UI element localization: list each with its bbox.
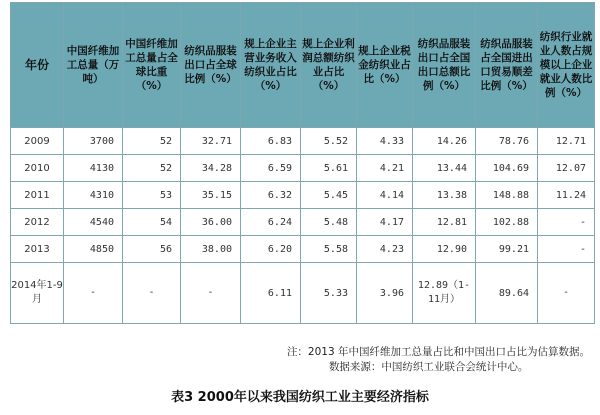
cell-employment-share: - (538, 263, 595, 324)
cell-trade-surplus-share: 89.64 (476, 263, 538, 324)
cell-export-national-share: 14.26 (413, 128, 476, 155)
header-trade-surplus-share: 纺织品服装占全国进出口贸易顺差比例（%） (476, 3, 538, 128)
cell-export-national-share: 12.89（1-11月） (413, 263, 476, 324)
cell-profit-share: 5.52 (301, 128, 357, 155)
cell-tax-share: 4.33 (357, 128, 413, 155)
table-row (11, 182, 595, 209)
cell-revenue-share: 6.59 (241, 155, 301, 182)
cell-fiber-total: 3700 (64, 128, 123, 155)
cell-trade-surplus-share: 78.76 (476, 128, 538, 155)
header-export-national-share: 纺织品服装出口占全国出口总额比例（%） (413, 3, 476, 128)
cell-export-national-share: 13.44 (413, 155, 476, 182)
table-row (11, 155, 595, 182)
cell-trade-surplus-share: 99.21 (476, 236, 538, 263)
cell-tax-share: 4.14 (357, 182, 413, 209)
cell-fiber-share: 53 (123, 182, 181, 209)
table-row (11, 209, 595, 236)
header-fiber-share: 中国纤维加工总量占全球比重（%） (123, 3, 181, 128)
header-export-global-share: 纺织品服装出口占全球比例（%） (181, 3, 241, 128)
header-profit-share: 规上企业利润总额纺织业占比（%） (301, 3, 357, 128)
cell-export-global-share: - (181, 263, 241, 324)
cell-fiber-total: 4850 (64, 236, 123, 263)
table-header-row (11, 3, 595, 128)
cell-export-national-share: 12.81 (413, 209, 476, 236)
cell-fiber-share: 56 (123, 236, 181, 263)
cell-export-global-share: 36.00 (181, 209, 241, 236)
table-row (11, 236, 595, 263)
cell-fiber-share: - (123, 263, 181, 324)
cell-trade-surplus-share: 102.88 (476, 209, 538, 236)
cell-revenue-share: 6.11 (241, 263, 301, 324)
cell-export-global-share: 38.00 (181, 236, 241, 263)
header-revenue-share: 规上企业主营业务收入纺织业占比（%） (241, 3, 301, 128)
cell-year: 2011 (11, 182, 64, 209)
header-year: 年份 (11, 3, 64, 128)
cell-employment-share: 11.24 (538, 182, 595, 209)
indicator-table-container (10, 2, 594, 324)
cell-revenue-share: 6.32 (241, 182, 301, 209)
cell-fiber-share: 52 (123, 155, 181, 182)
cell-employment-share: 12.71 (538, 128, 595, 155)
cell-profit-share: 5.58 (301, 236, 357, 263)
cell-revenue-share: 6.20 (241, 236, 301, 263)
cell-year: 2013 (11, 236, 64, 263)
cell-export-global-share: 34.28 (181, 155, 241, 182)
cell-year: 2010 (11, 155, 64, 182)
header-fiber-total: 中国纤维加工总量（万吨） (64, 3, 123, 128)
cell-profit-share: 5.48 (301, 209, 357, 236)
cell-export-global-share: 35.15 (181, 182, 241, 209)
cell-tax-share: 4.17 (357, 209, 413, 236)
cell-export-national-share: 13.38 (413, 182, 476, 209)
cell-revenue-share: 6.24 (241, 209, 301, 236)
header-employment-share: 纺织行业就业人数占规模以上企业就业人数比例（%） (538, 3, 595, 128)
cell-fiber-total: 4310 (64, 182, 123, 209)
table-notes (287, 345, 590, 375)
cell-tax-share: 4.21 (357, 155, 413, 182)
cell-profit-share: 5.45 (301, 182, 357, 209)
cell-employment-share: - (538, 209, 595, 236)
cell-revenue-share: 6.83 (241, 128, 301, 155)
note-source: 数据来源：中国纺织工业联合会统计中心。 (328, 361, 529, 373)
cell-profit-share: 5.61 (301, 155, 357, 182)
table-caption: 表3 2000年以来我国纺织工业主要经济指标 (171, 390, 429, 405)
cell-employment-share: 12.07 (538, 155, 595, 182)
header-tax-share: 规上企业税金纺织业占比（%） (357, 3, 413, 128)
cell-trade-surplus-share: 104.69 (476, 155, 538, 182)
cell-fiber-share: 52 (123, 128, 181, 155)
note-estimate: 注：2013 年中国纤维加工总量占比和中国出口占比为估算数据。 (286, 346, 590, 358)
cell-employment-share: - (538, 236, 595, 263)
cell-tax-share: 3.96 (357, 263, 413, 324)
economic-indicators-table (10, 2, 595, 324)
table-row (11, 128, 595, 155)
cell-year: 2012 (11, 209, 64, 236)
table-row (11, 263, 595, 324)
cell-fiber-total: - (64, 263, 123, 324)
cell-fiber-total: 4540 (64, 209, 123, 236)
cell-tax-share: 4.23 (357, 236, 413, 263)
cell-trade-surplus-share: 148.88 (476, 182, 538, 209)
cell-fiber-total: 4130 (64, 155, 123, 182)
cell-year: 2009 (11, 128, 64, 155)
cell-export-national-share: 12.90 (413, 236, 476, 263)
cell-profit-share: 5.33 (301, 263, 357, 324)
cell-export-global-share: 32.71 (181, 128, 241, 155)
cell-fiber-share: 54 (123, 209, 181, 236)
cell-year: 2014年1-9月 (11, 263, 64, 324)
